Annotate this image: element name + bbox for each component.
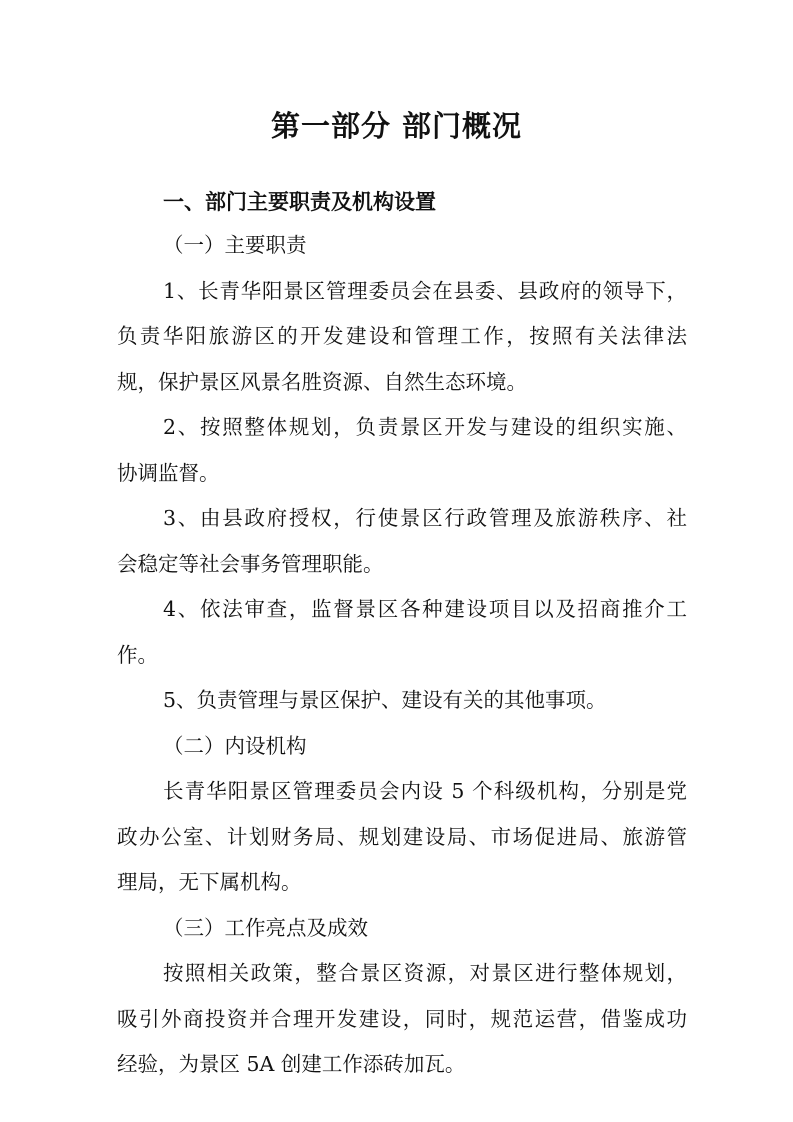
paragraph-line: 4、依法审查，监督景区各种建设项目以及招商推介工 [163,597,687,621]
subsection-heading-duties: （一）主要职责 [163,233,307,257]
paragraph-line: 政办公室、计划财务局、规划建设局、市场促进局、旅游管 [117,825,687,849]
subsection-heading-structure: （二）内设机构 [163,734,307,758]
paragraph-line: 按照相关政策，整合景区资源，对景区进行整体规划， [163,961,687,985]
paragraph-line: 协调监督。 [117,461,220,485]
section-heading-main: 一、部门主要职责及机构设置 [163,190,436,214]
subsection-heading-highlights: （三）工作亮点及成效 [163,916,368,940]
paragraph-line: 会稳定等社会事务管理职能。 [117,552,384,576]
paragraph-line: 吸引外商投资并合理开发建设，同时，规范运营，借鉴成功 [117,1007,687,1031]
page-title: 第一部分 部门概况 [270,109,523,143]
paragraph-line: 经验，为景区 5A 创建工作添砖加瓦。 [117,1052,466,1076]
paragraph-line: 理局，无下属机构。 [117,870,302,894]
paragraph-line: 1、长青华阳景区管理委员会在县委、县政府的领导下， [163,279,687,303]
paragraph-line: 负责华阳旅游区的开发建设和管理工作，按照有关法律法 [117,324,687,348]
paragraph-line: 2、按照整体规划，负责景区开发与建设的组织实施、 [163,415,687,439]
paragraph-line: 作。 [117,643,158,667]
paragraph-line: 3、由县政府授权，行使景区行政管理及旅游秩序、社 [163,506,687,530]
paragraph-line: 长青华阳景区管理委员会内设 5 个科级机构，分别是党 [163,779,687,803]
paragraph-line: 规，保护景区风景名胜资源、自然生态环境。 [117,370,527,394]
paragraph-line: 5、负责管理与景区保护、建设有关的其他事项。 [163,688,607,712]
